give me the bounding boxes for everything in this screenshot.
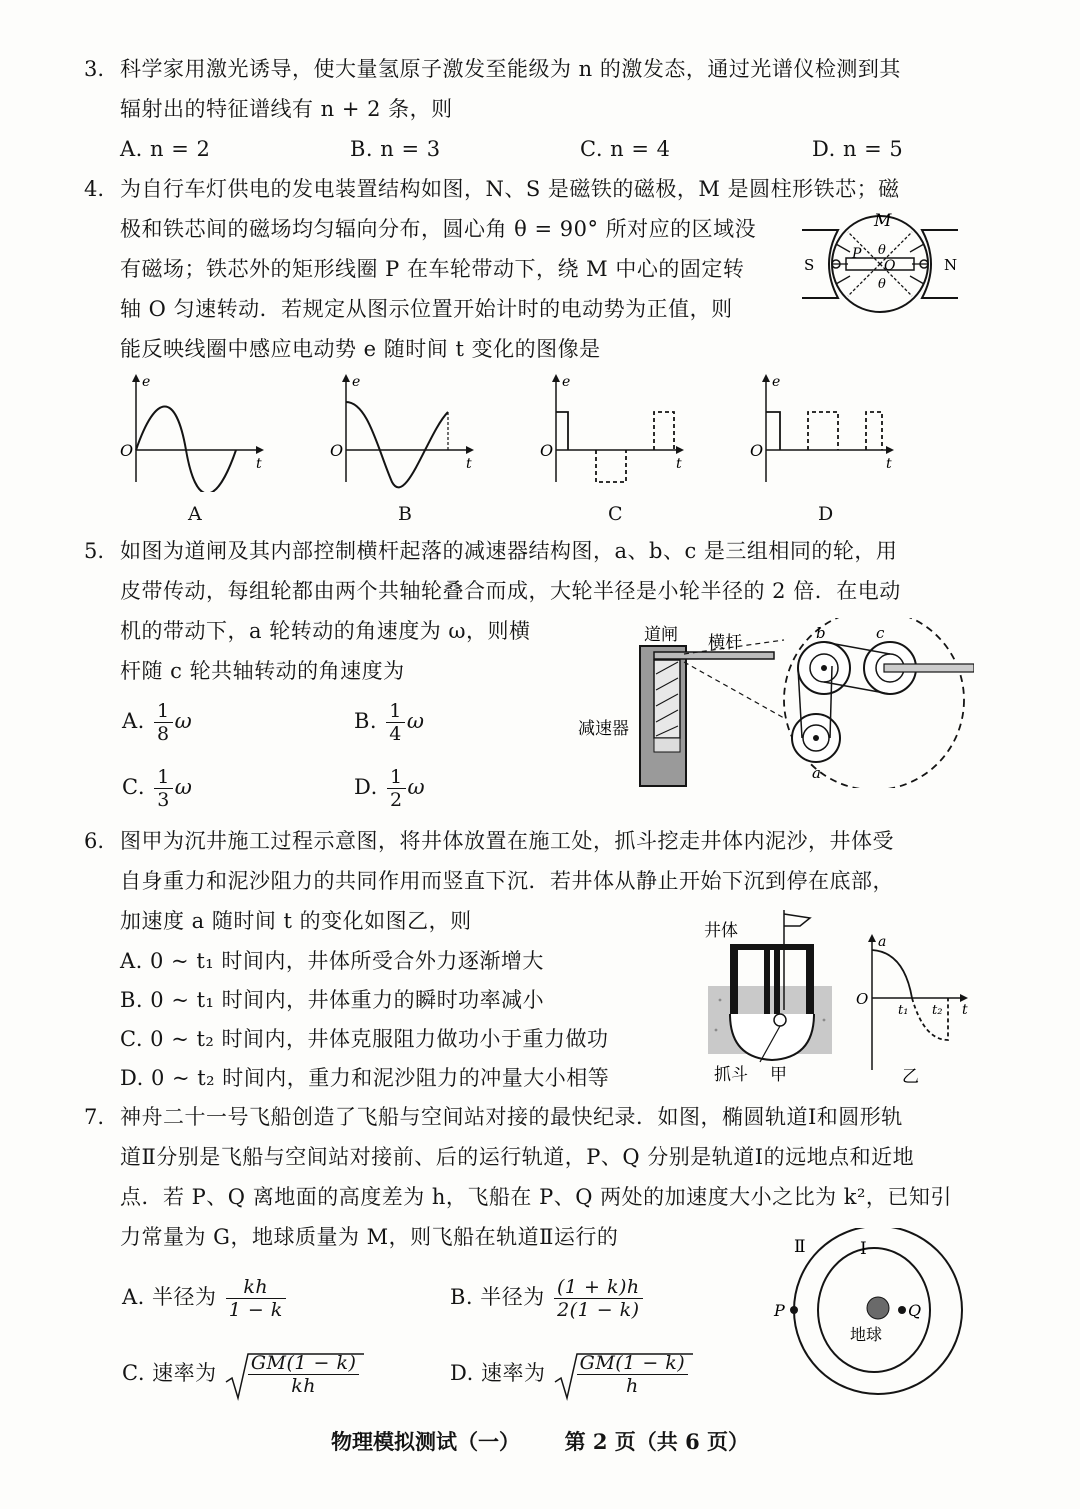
footer-page: 第 2 页（共 6 页） xyxy=(564,1429,750,1454)
label-orbit-1: Ⅰ xyxy=(860,1239,867,1259)
question-text: 辐射出的特征谱线有 n + 2 条，则 xyxy=(120,97,453,121)
question-number: 7. xyxy=(84,1105,105,1129)
option-b: B. $\frac{1}{4}$ ω xyxy=(354,700,425,745)
axis-t: t xyxy=(886,456,892,472)
question-text: 科学家用激光诱导，使大量氢原子激发至能级为 n 的激发态，通过光谱仪检测到其 xyxy=(120,57,901,81)
graph-label: C xyxy=(608,503,623,525)
option-c: C. n = 4 xyxy=(580,137,671,161)
question-text: 能反映线圈中感应电动势 e 随时间 t 变化的图像是 xyxy=(120,337,601,361)
footer-title: 物理模拟测试（一） xyxy=(330,1429,520,1454)
graph-b xyxy=(328,372,478,492)
question-text: 皮带传动，每组轮都由两个共轴轮叠合而成，大轮半径是小轮半径的 2 倍．在电动 xyxy=(120,579,901,603)
question-text: 自身重力和泥沙阻力的共同作用而竖直下沉．若井体从静止开始下沉到停在底部， xyxy=(120,869,894,893)
axis-e: e xyxy=(352,374,361,390)
graph-a xyxy=(118,372,268,492)
option-b: B. 0 ~ t₁ 时间内，井体重力的瞬时功率减小 xyxy=(120,988,545,1012)
axis-t: t xyxy=(466,456,472,472)
question-text: 力常量为 G，地球质量为 M，则飞船在轨道Ⅱ运行的 xyxy=(120,1225,619,1249)
orbit-figure xyxy=(768,1228,968,1398)
graph-d xyxy=(748,372,898,492)
origin: O xyxy=(750,441,764,460)
option-a: A. 半径为 $\frac{kh}{1 - k}$ xyxy=(122,1276,288,1321)
label-c: c xyxy=(876,624,885,642)
origin: O xyxy=(540,441,554,460)
option-a: A. 0 ~ t₁ 时间内，井体所受合外力逐渐增大 xyxy=(120,949,544,973)
page-footer xyxy=(0,1426,1080,1456)
question-text: 极和铁芯间的磁场均匀辐向分布，圆心角 θ = 90° 所对应的区域没 xyxy=(120,217,757,241)
axis-a: a xyxy=(878,934,887,950)
option-d: D. 速率为 $\frac{GM(1 - k)}{h}$ xyxy=(450,1352,690,1397)
axis-e: e xyxy=(772,374,781,390)
axis-e: e xyxy=(562,374,571,390)
option-d: D. $\frac{1}{2}$ ω xyxy=(354,766,426,811)
label-b: b xyxy=(816,624,826,642)
label-theta: θ xyxy=(878,277,886,292)
question-number: 5. xyxy=(84,539,105,563)
option-c: C. $\frac{1}{3}$ ω xyxy=(122,766,193,811)
label-yi: 乙 xyxy=(902,1067,919,1087)
axis-t: t xyxy=(676,456,682,472)
question-text: 轴 O 匀速转动．若规定从图示位置开始计时的电动势为正值，则 xyxy=(120,297,733,321)
label-orbit-2: Ⅱ xyxy=(794,1237,806,1257)
graph-c xyxy=(538,372,688,492)
axis-e: e xyxy=(142,374,151,390)
label-p: P xyxy=(852,246,862,262)
question-number: 6. xyxy=(84,829,105,853)
question-text: 为自行车灯供电的发电装置结构如图，N、S 是磁铁的磁极，M 是圆柱形铁芯；磁 xyxy=(120,177,900,201)
label-q: Q xyxy=(908,1301,922,1320)
graph-label: A xyxy=(188,503,202,525)
label-grab: 抓斗 xyxy=(714,1065,748,1085)
question-text: 如图为道闸及其内部控制横杆起落的减速器结构图，a、b、c 是三组相同的轮，用 xyxy=(120,539,898,563)
question-text: 道Ⅱ分别是飞船与空间站对接前、后的运行轨道，P、Q 分别是轨道Ⅰ的远地点和近地 xyxy=(120,1145,915,1169)
label-t1: t₁ xyxy=(898,1003,909,1018)
option-c: C. 0 ~ t₂ 时间内，井体克服阻力做功小于重力做功 xyxy=(120,1027,609,1051)
label-a: a xyxy=(812,764,821,782)
question-number: 3. xyxy=(84,57,105,81)
option-c: C. 速率为 $\frac{GM(1 - k)}{kh}$ xyxy=(122,1352,361,1397)
label-m: M xyxy=(874,211,892,231)
label-jia: 甲 xyxy=(770,1065,787,1085)
axis-t: t xyxy=(962,1002,968,1018)
label-earth: 地球 xyxy=(850,1325,883,1344)
option-a: A. n = 2 xyxy=(120,137,211,161)
origin: O xyxy=(330,441,344,460)
caisson-figure xyxy=(700,910,840,1090)
origin: O xyxy=(120,441,134,460)
option-b: B. n = 3 xyxy=(350,137,441,161)
label-s: S xyxy=(804,256,815,274)
question-text: 机的带动下，a 轮转动的角速度为 ω，则横 xyxy=(120,619,531,643)
graph-label: D xyxy=(818,503,834,525)
label-o: O xyxy=(884,258,896,274)
question-number: 4. xyxy=(84,177,105,201)
question-text: 杆随 c 轮共轴转动的角速度为 xyxy=(120,659,405,683)
option-d: D. n = 5 xyxy=(812,137,904,161)
acceleration-graph xyxy=(852,930,972,1090)
option-d: D. 0 ~ t₂ 时间内，重力和泥沙阻力的冲量大小相等 xyxy=(120,1066,610,1090)
label-well: 井体 xyxy=(704,921,738,941)
graph-label: B xyxy=(398,503,412,525)
label-n: N xyxy=(944,256,958,274)
label-reducer: 减速器 xyxy=(578,719,629,739)
label-gate: 道闸 xyxy=(644,625,678,645)
question-text: 加速度 a 随时间 t 的变化如图乙，则 xyxy=(120,909,472,933)
option-b: B. 半径为 $\frac{(1 + k)h}{2(1 - k)}$ xyxy=(450,1276,645,1321)
label-theta: θ xyxy=(878,243,886,258)
axis-t: t xyxy=(256,456,262,472)
generator-figure xyxy=(800,208,960,320)
question-text: 点．若 P、Q 离地面的高度差为 h，飞船在 P、Q 两处的加速度大小之比为 k²，已知引 xyxy=(120,1185,952,1209)
label-bar: 横杆 xyxy=(708,633,742,653)
gate-figure xyxy=(574,618,974,788)
question-text: 图甲为沉井施工过程示意图，将井体放置在施工处，抓斗挖走井体内泥沙，井体受 xyxy=(120,829,894,853)
label-p: P xyxy=(774,1301,785,1320)
option-a: A. $\frac{1}{8}$ ω xyxy=(122,700,193,745)
label-t2: t₂ xyxy=(932,1003,943,1018)
question-text: 有磁场；铁芯外的矩形线圈 P 在车轮带动下，绕 M 中心的固定转 xyxy=(120,257,745,281)
origin: O xyxy=(856,990,869,1008)
question-text: 神舟二十一号飞船创造了飞船与空间站对接的最快纪录．如图，椭圆轨道Ⅰ和圆形轨 xyxy=(120,1105,903,1129)
